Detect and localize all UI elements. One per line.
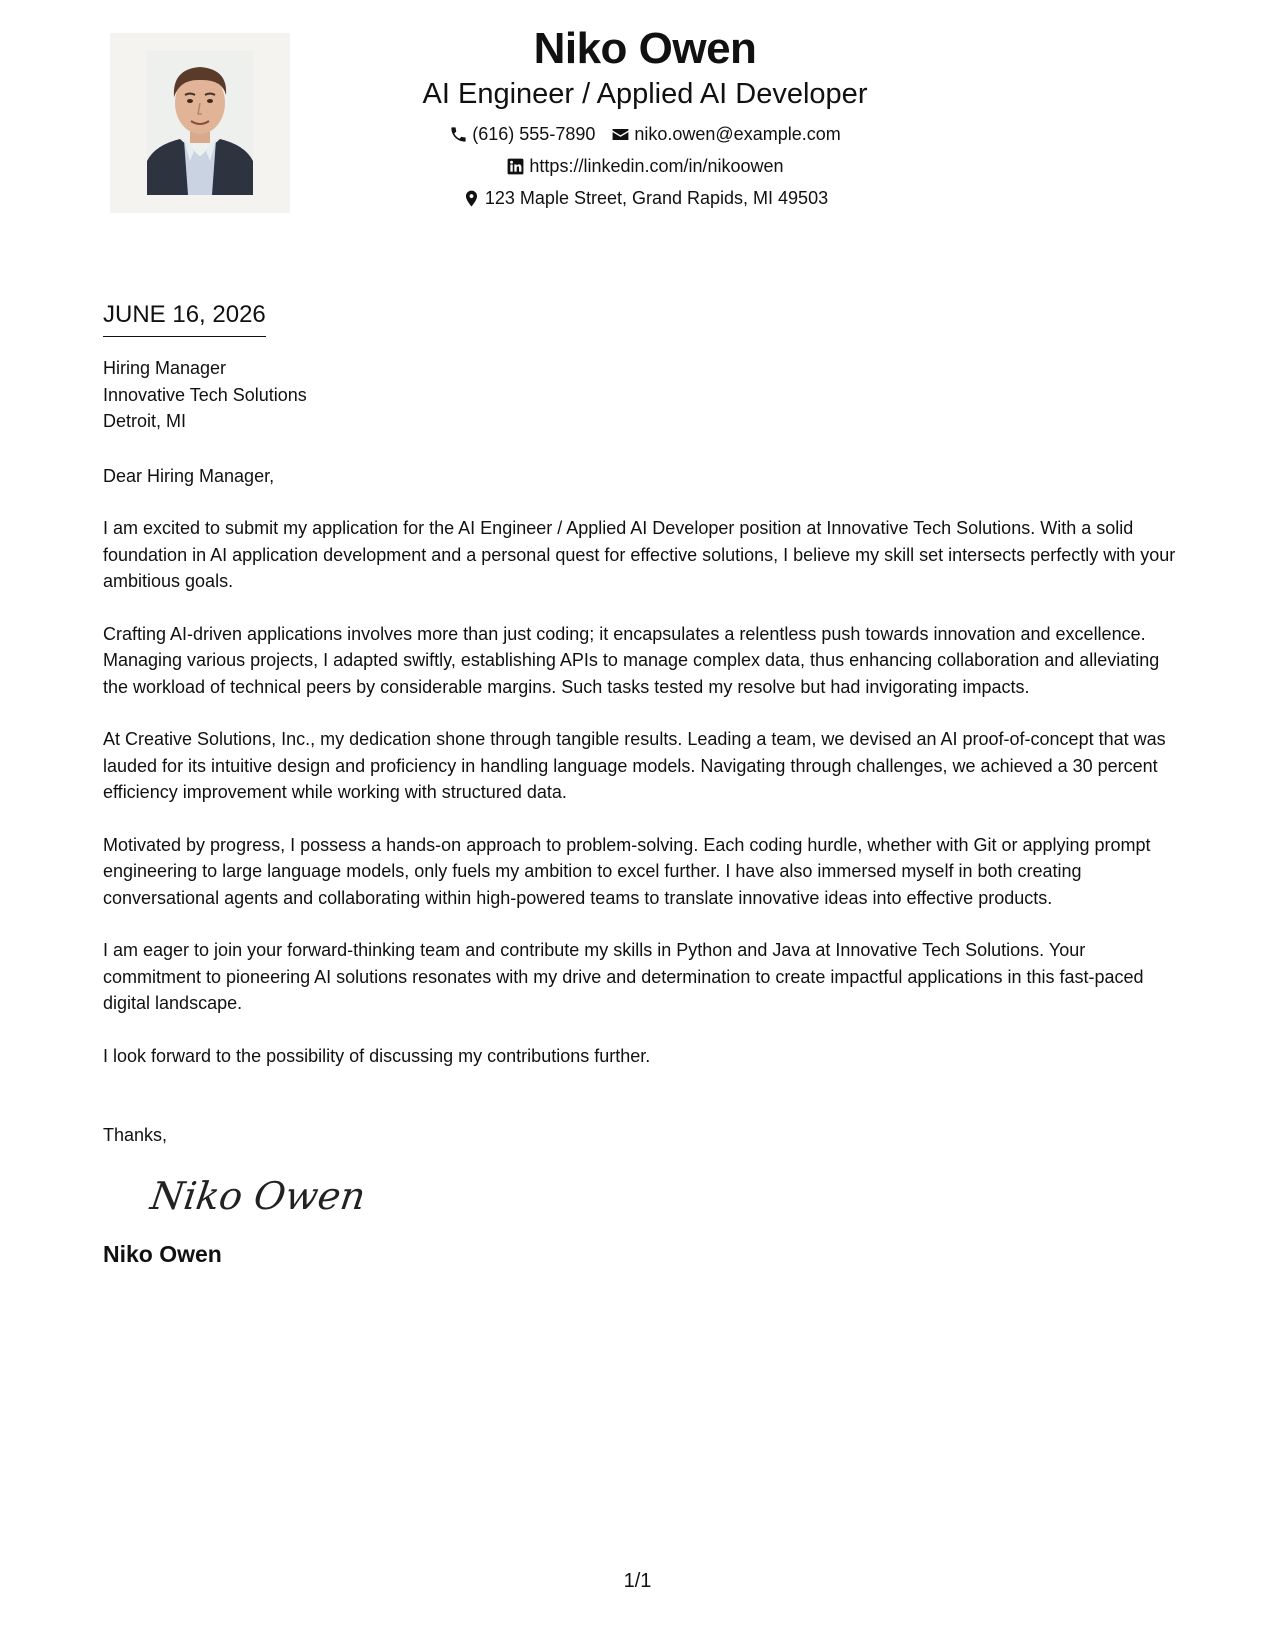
- address-item: [462, 182, 828, 214]
- phone-item: [449, 118, 595, 150]
- contact-line-linkedin: [380, 150, 910, 182]
- page-number: 1/1: [623, 1570, 652, 1592]
- letter-date: JUNE 16, 2026: [103, 300, 266, 337]
- body-paragraph: I am excited to submit my application for the AI Engineer / Applied AI Developer position at Innovative Tech Solutions. With a solid foundation in AI application development and a personal quest for effective solutions, I believe my skill set intersects perfectly with your ambitious goals.: [103, 518, 1176, 591]
- letter-header: [380, 22, 910, 214]
- letter-body: [103, 300, 1178, 1269]
- body-paragraph: I look forward to the possibility of discussing my contributions further.: [103, 1045, 651, 1066]
- signer-name: Niko Owen: [103, 1240, 222, 1267]
- contact-line-address: [380, 182, 910, 214]
- email-address[interactable]: niko.owen@example.com: [634, 124, 841, 144]
- body-paragraph: Motivated by progress, I possess a hands-on approach to problem-solving. Each coding hurdle, whether with Git or applying prompt engineering to large language models, only fuels my ambition to excel further. I have also immersed myself in both creating conversational agents and collaborating within high-powered teams to translate innovative ideas into effective products.: [103, 834, 1151, 908]
- phone-number[interactable]: (616) 555-7890: [472, 124, 596, 144]
- phone-icon: [449, 125, 468, 144]
- linkedin-url[interactable]: https://linkedin.com/in/nikoowen: [529, 156, 784, 176]
- recipient-line: Hiring Manager: [103, 358, 227, 378]
- contact-line-primary: [380, 118, 910, 150]
- applicant-title: AI Engineer / Applied AI Developer: [422, 78, 868, 110]
- linkedin-item: [506, 150, 783, 182]
- email-item: [611, 118, 840, 150]
- linkedin-icon: [506, 157, 525, 176]
- map-pin-icon: [462, 189, 481, 208]
- recipient-line: Innovative Tech Solutions: [103, 384, 307, 405]
- profile-photo: [110, 33, 290, 213]
- handwritten-signature: Niko Owen: [147, 1173, 369, 1218]
- street-address: 123 Maple Street, Grand Rapids, MI 49503: [484, 188, 829, 208]
- profile-photo-image: [110, 33, 290, 213]
- body-paragraph: I am eager to join your forward-thinking team and contribute my skills in Python and Java at Innovative Tech Solutions. Your commitment to pioneering AI solutions resonates with my drive and determination to create impactful applications in this fast-paced digital landscape.: [103, 940, 1144, 1013]
- salutation: Dear Hiring Manager,: [103, 465, 275, 486]
- closing: Thanks,: [103, 1125, 168, 1145]
- body-paragraph: Crafting AI-driven applications involves more than just coding; it encapsulates a relentless push towards innovation and excellence. Managing various projects, I adapted swiftly, establishing APIs to manage complex data, thus enhancing collaboration and alleviating the workload of technical peers by considerable margins. Such tasks tested my resolve but had invigorating impacts.: [103, 623, 1160, 697]
- recipient-line: Detroit, MI: [103, 411, 187, 431]
- recipient-block: [103, 355, 1178, 435]
- envelope-icon: [611, 125, 630, 144]
- body-paragraph: At Creative Solutions, Inc., my dedication shone through tangible results. Leading a team, we devised an AI proof-of-concept that was lauded for its intuitive design and proficiency in handling language models. Navigating through challenges, we achieved a 30 percent efficiency improvement while working with structured data.: [103, 729, 1166, 802]
- applicant-name: Niko Owen: [533, 24, 757, 73]
